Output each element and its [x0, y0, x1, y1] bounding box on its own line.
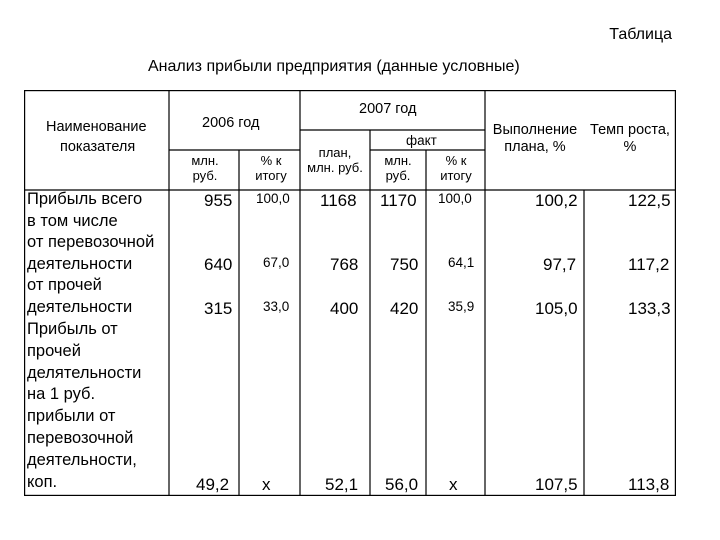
cell-value: х [449, 475, 458, 494]
header-plan-line2: млн. руб. [307, 159, 363, 175]
cell-value: 420 [390, 299, 419, 318]
header-fact-mln [374, 154, 422, 184]
header-fact: факт [406, 133, 437, 148]
header-2006-mln-line1: млн. [191, 153, 219, 168]
row-label-line: деятельности, [27, 450, 137, 469]
header-growth [584, 122, 676, 155]
cell-value: 35,9 [448, 299, 475, 314]
row-label-transport [27, 232, 154, 276]
cell-value: 100,2 [535, 191, 578, 210]
row-label-line: Прибыль от [27, 320, 118, 338]
header-fact-pct-line2: итогу [440, 167, 472, 183]
cell-value: 117,2 [628, 255, 670, 274]
header-year-2007: 2007 год [359, 101, 417, 117]
cell-value: 315 [204, 299, 233, 318]
table-title: Анализ прибыли предприятия (данные условные) [148, 58, 520, 75]
row-label-line: деятельности [27, 297, 133, 316]
cell-value: 64,1 [448, 255, 475, 270]
row-label-line: от прочей [27, 276, 102, 294]
header-growth-line2: % [623, 138, 637, 155]
row-label-line: прочей [27, 341, 81, 360]
cell-value: 49,2 [196, 475, 230, 494]
cell-value: 100,0 [438, 191, 472, 206]
row-label-line: на 1 руб. [27, 385, 96, 404]
header-year-2006: 2006 год [202, 115, 260, 131]
cell-value: х [262, 475, 271, 494]
header-name-line2: показателя [60, 139, 136, 155]
header-growth-line1: Темп роста, [590, 122, 670, 138]
cell-value: 640 [204, 255, 233, 274]
row-label-line: делятельности [27, 363, 142, 382]
row-label-line: прибыли от [27, 407, 116, 426]
header-exec-line1: Выполнение [492, 122, 578, 138]
cell-value: 52,1 [325, 475, 359, 494]
header-name-line1: Наименование [46, 119, 147, 135]
cell-value: 107,5 [535, 475, 578, 494]
cell-value: 1170 [380, 191, 417, 210]
header-fact-mln-line1: млн. [384, 153, 412, 168]
cell-value: 105,0 [535, 299, 578, 318]
cell-value: 133,3 [628, 299, 671, 318]
row-label-other [27, 275, 132, 319]
table-caption: Таблица [609, 26, 672, 43]
row-label-line: Прибыль всего [27, 190, 143, 208]
header-2006-mln-line2: руб. [192, 167, 218, 183]
row-label-per-ruble [27, 319, 141, 493]
profit-analysis-table [24, 90, 676, 496]
row-label-line: от перевозочной [27, 233, 155, 251]
row-label-line: в том числе [27, 211, 118, 230]
header-2006-pct [244, 154, 298, 184]
header-2006-pct-line1: % к [260, 153, 282, 168]
row-label-line: деятельности [27, 254, 133, 273]
cell-value: 1168 [320, 191, 357, 210]
header-fact-mln-line2: руб. [385, 167, 411, 183]
cell-value: 400 [330, 299, 359, 318]
cell-value: 768 [330, 255, 359, 274]
cell-value: 56,0 [385, 475, 419, 494]
cell-value: 67,0 [263, 255, 290, 270]
header-2006-mln [181, 154, 229, 184]
cell-value: 955 [204, 191, 233, 210]
cell-value: 122,5 [628, 191, 671, 210]
header-fact-pct-line1: % к [445, 153, 467, 168]
header-2006-pct-line2: итогу [255, 167, 287, 183]
row-label-total [27, 189, 142, 233]
cell-value: 97,7 [543, 255, 577, 274]
header-exec [485, 122, 585, 155]
header-plan [300, 146, 370, 176]
cell-value: 100,0 [256, 191, 290, 206]
header-fact-pct [428, 154, 484, 184]
cell-value: 750 [390, 255, 419, 274]
header-plan-line1: план, [318, 145, 352, 160]
cell-value: 33,0 [263, 299, 290, 314]
row-label-line: коп. [27, 472, 58, 491]
cell-value: 113,8 [628, 475, 670, 494]
row-label-line: перевозочной [27, 428, 134, 447]
header-exec-line2: плана, % [504, 138, 566, 155]
